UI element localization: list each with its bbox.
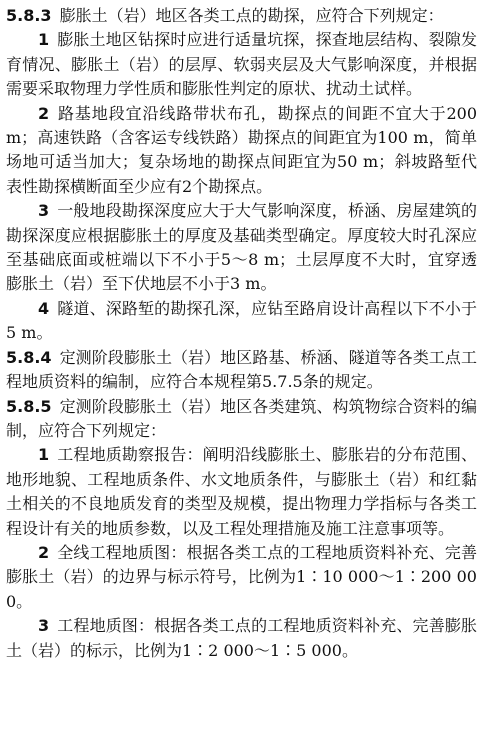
item-number: 3 (38, 201, 50, 221)
clause-number: 5.8.5 (6, 396, 52, 416)
clause-5-8-4 (6, 346, 477, 395)
item-number: 4 (38, 298, 50, 318)
list-item (6, 102, 477, 200)
item-number: 1 (38, 30, 50, 50)
item-number: 2 (38, 103, 50, 123)
clause-text: 定测阶段膨胀土（岩）地区各类建筑、构筑物综合资料的编制，应符合下列规定： (6, 396, 477, 440)
item-text: 路基地段宜沿线路带状布孔，勘探点的间距不宜大于200 m；高速铁路（含客运专线铁路）勘探点的间距宜为100 m，简单场地可适当加大；复杂场地的勘探点间距宜为50 m；斜坡路堑代表性勘探横断面至少应有2个勘探点。 (6, 103, 477, 196)
item-number: 1 (38, 445, 50, 465)
list-item (6, 297, 477, 346)
list-item (6, 28, 477, 101)
clause-number: 5.8.3 (6, 6, 52, 25)
clause-number: 5.8.4 (6, 347, 52, 367)
clause-5-8-3 (6, 4, 477, 28)
item-text: 工程地质图：根据各类工点的工程地质资料补充、完善膨胀土（岩）的标示，比例为1∶2 000～1∶5 000。 (6, 616, 477, 660)
clause-text: 膨胀土（岩）地区各类工点的勘探，应符合下列规定： (59, 6, 444, 25)
list-item (6, 443, 477, 541)
item-number: 2 (38, 542, 50, 562)
item-text: 隧道、深路堑的勘探孔深，应钻至路肩设计高程以下不小于5 m。 (6, 298, 477, 343)
list-item (6, 614, 477, 663)
list-item (6, 541, 477, 614)
item-text: 一般地段勘探深度应大于大气影响深度，桥涵、房屋建筑的勘探深度应根据膨胀土的厚度及基础类型确定。厚度较大时孔深应至基础底面或桩端以下不小于5～8 m；土层厚度不大时，宜穿透膨胀土（岩）至下伏地层不小于3 m。 (6, 201, 477, 294)
list-item (6, 199, 477, 297)
item-text: 工程地质勘察报告：阐明沿线膨胀土、膨胀岩的分布范围、地形地貌、工程地质条件、水文地质条件，与膨胀土（岩）和红黏土相关的不良地质发育的类型及规模，提出物理力学指标与各类工程设计有关的地质参数，以及工程处理措施及施工注意事项等。 (6, 445, 477, 538)
clause-text: 定测阶段膨胀土（岩）地区路基、桥涵、隧道等各类工点工程地质资料的编制，应符合本规程第5.7.5条的规定。 (6, 347, 477, 392)
item-text: 膨胀土地区钻探时应进行适量坑探，探查地层结构、裂隙发育情况、膨胀土（岩）的层厚、软弱夹层及大气影响深度，并根据需要采取物理力学性质和膨胀性判定的原状、扰动土试样。 (6, 30, 477, 99)
item-number: 3 (38, 616, 50, 636)
item-text: 全线工程地质图：根据各类工点的工程地质资料补充、完善膨胀土（岩）的边界与标示符号，比例为1∶10 000～1∶200 000。 (6, 542, 477, 611)
clause-5-8-5 (6, 395, 477, 444)
